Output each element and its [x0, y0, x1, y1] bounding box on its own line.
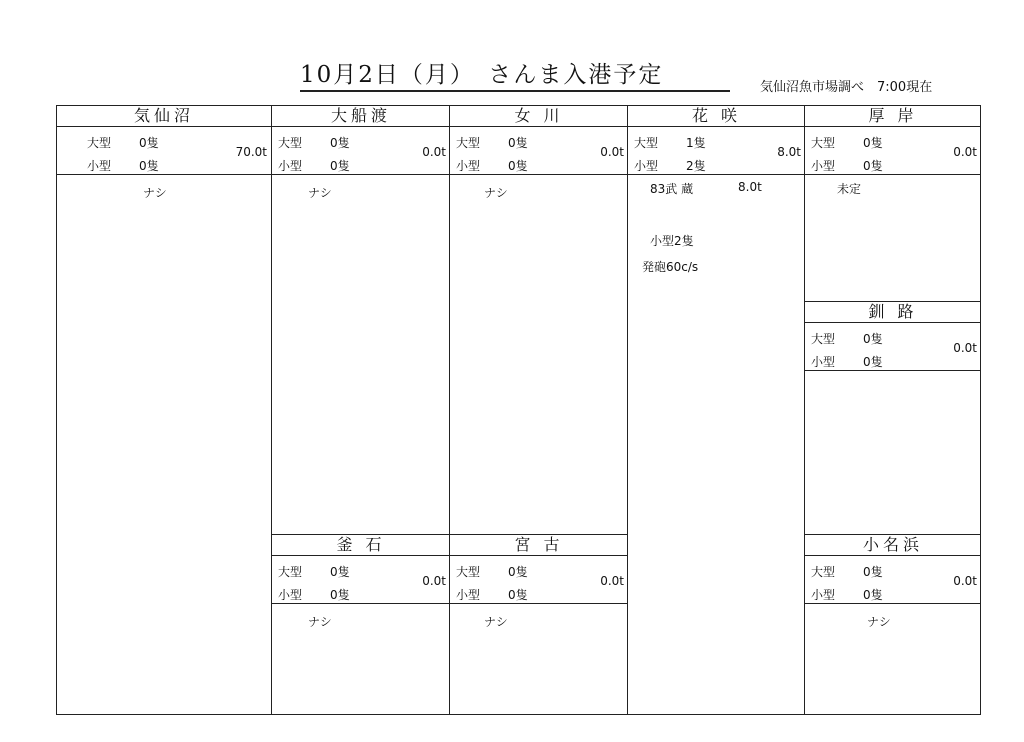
vessel-name: 83武 蔵 [650, 182, 694, 196]
large-count: 0隻 [330, 565, 350, 579]
tonnage: 0.0t [953, 145, 977, 159]
large-label: 大型 [634, 136, 659, 150]
large-count: 0隻 [863, 136, 883, 150]
port-name: 釧 路 [805, 302, 981, 323]
status-note: ナシ [143, 186, 167, 200]
port-name: 小名浜 [805, 535, 981, 556]
large-label: 大型 [87, 136, 112, 150]
landing-schedule-grid [56, 105, 981, 715]
column-akkeshi-kushiro-onahama [804, 106, 981, 714]
tonnage: 0.0t [422, 574, 446, 588]
small-count: 0隻 [863, 588, 883, 602]
port-name: 釜 石 [272, 535, 450, 556]
small-label: 小型 [87, 159, 112, 173]
large-label: 大型 [278, 136, 303, 150]
small-count: 0隻 [508, 588, 528, 602]
remark-styrofoam-cases: 発砲60c/s [642, 260, 699, 274]
port-panel-kushiro [805, 301, 981, 534]
large-label: 大型 [811, 565, 836, 579]
port-panel-kamaishi [272, 534, 450, 714]
large-count: 0隻 [863, 332, 883, 346]
small-label: 小型 [456, 159, 481, 173]
large-label: 大型 [456, 565, 481, 579]
port-name: 宮 古 [450, 535, 628, 556]
tonnage: 0.0t [422, 145, 446, 159]
column-hanasaki [627, 106, 805, 714]
column-onagawa-miyako [449, 106, 628, 714]
large-count: 1隻 [686, 136, 706, 150]
status-note: ナシ [867, 615, 891, 629]
status-note: ナシ [308, 615, 332, 629]
port-name: 気仙沼 [57, 106, 271, 127]
small-label: 小型 [278, 159, 303, 173]
catch-counts [272, 556, 450, 604]
small-count: 0隻 [863, 355, 883, 369]
tonnage: 8.0t [777, 145, 801, 159]
column-ofunato-kamaishi [271, 106, 450, 714]
catch-counts [805, 323, 981, 371]
source-note: 気仙沼魚市場調べ 7:00現在 [760, 80, 933, 95]
port-name: 厚 岸 [805, 106, 981, 127]
small-label: 小型 [811, 159, 836, 173]
large-label: 大型 [811, 332, 836, 346]
port-panel-onagawa [450, 106, 628, 534]
catch-counts [628, 127, 805, 175]
catch-counts [57, 127, 271, 175]
large-label: 大型 [811, 136, 836, 150]
small-label: 小型 [811, 355, 836, 369]
column-kesennuma [57, 106, 271, 714]
small-count: 0隻 [863, 159, 883, 173]
status-note: 未定 [837, 182, 862, 196]
small-label: 小型 [811, 588, 836, 602]
tonnage: 70.0t [235, 145, 267, 159]
port-panel-akkeshi [805, 106, 981, 301]
small-count: 2隻 [686, 159, 706, 173]
catch-counts [805, 127, 981, 175]
port-name: 女 川 [450, 106, 628, 127]
port-name: 花 咲 [628, 106, 805, 127]
catch-counts [450, 556, 628, 604]
vessel-tonnage: 8.0t [738, 180, 762, 194]
catch-counts [805, 556, 981, 604]
tonnage: 0.0t [600, 574, 624, 588]
port-panel-miyako [450, 534, 628, 714]
status-note: ナシ [484, 186, 508, 200]
remark-small-boats: 小型2隻 [650, 234, 694, 248]
large-label: 大型 [456, 136, 481, 150]
large-label: 大型 [278, 565, 303, 579]
port-panel-ofunato [272, 106, 450, 534]
page-title: 10月2日（月） さんま入港予定 [300, 60, 730, 92]
port-panel-onahama [805, 534, 981, 714]
large-count: 0隻 [863, 565, 883, 579]
small-label: 小型 [634, 159, 659, 173]
catch-counts [272, 127, 450, 175]
small-count: 0隻 [330, 588, 350, 602]
port-panel-kesennuma [57, 106, 271, 714]
large-count: 0隻 [508, 565, 528, 579]
small-count: 0隻 [330, 159, 350, 173]
small-count: 0隻 [139, 159, 159, 173]
tonnage: 0.0t [953, 574, 977, 588]
small-count: 0隻 [508, 159, 528, 173]
port-panel-hanasaki [628, 106, 805, 714]
tonnage: 0.0t [953, 341, 977, 355]
small-label: 小型 [278, 588, 303, 602]
port-name: 大船渡 [272, 106, 450, 127]
tonnage: 0.0t [600, 145, 624, 159]
large-count: 0隻 [139, 136, 159, 150]
large-count: 0隻 [508, 136, 528, 150]
status-note: ナシ [484, 615, 508, 629]
large-count: 0隻 [330, 136, 350, 150]
status-note: ナシ [308, 186, 332, 200]
catch-counts [450, 127, 628, 175]
small-label: 小型 [456, 588, 481, 602]
